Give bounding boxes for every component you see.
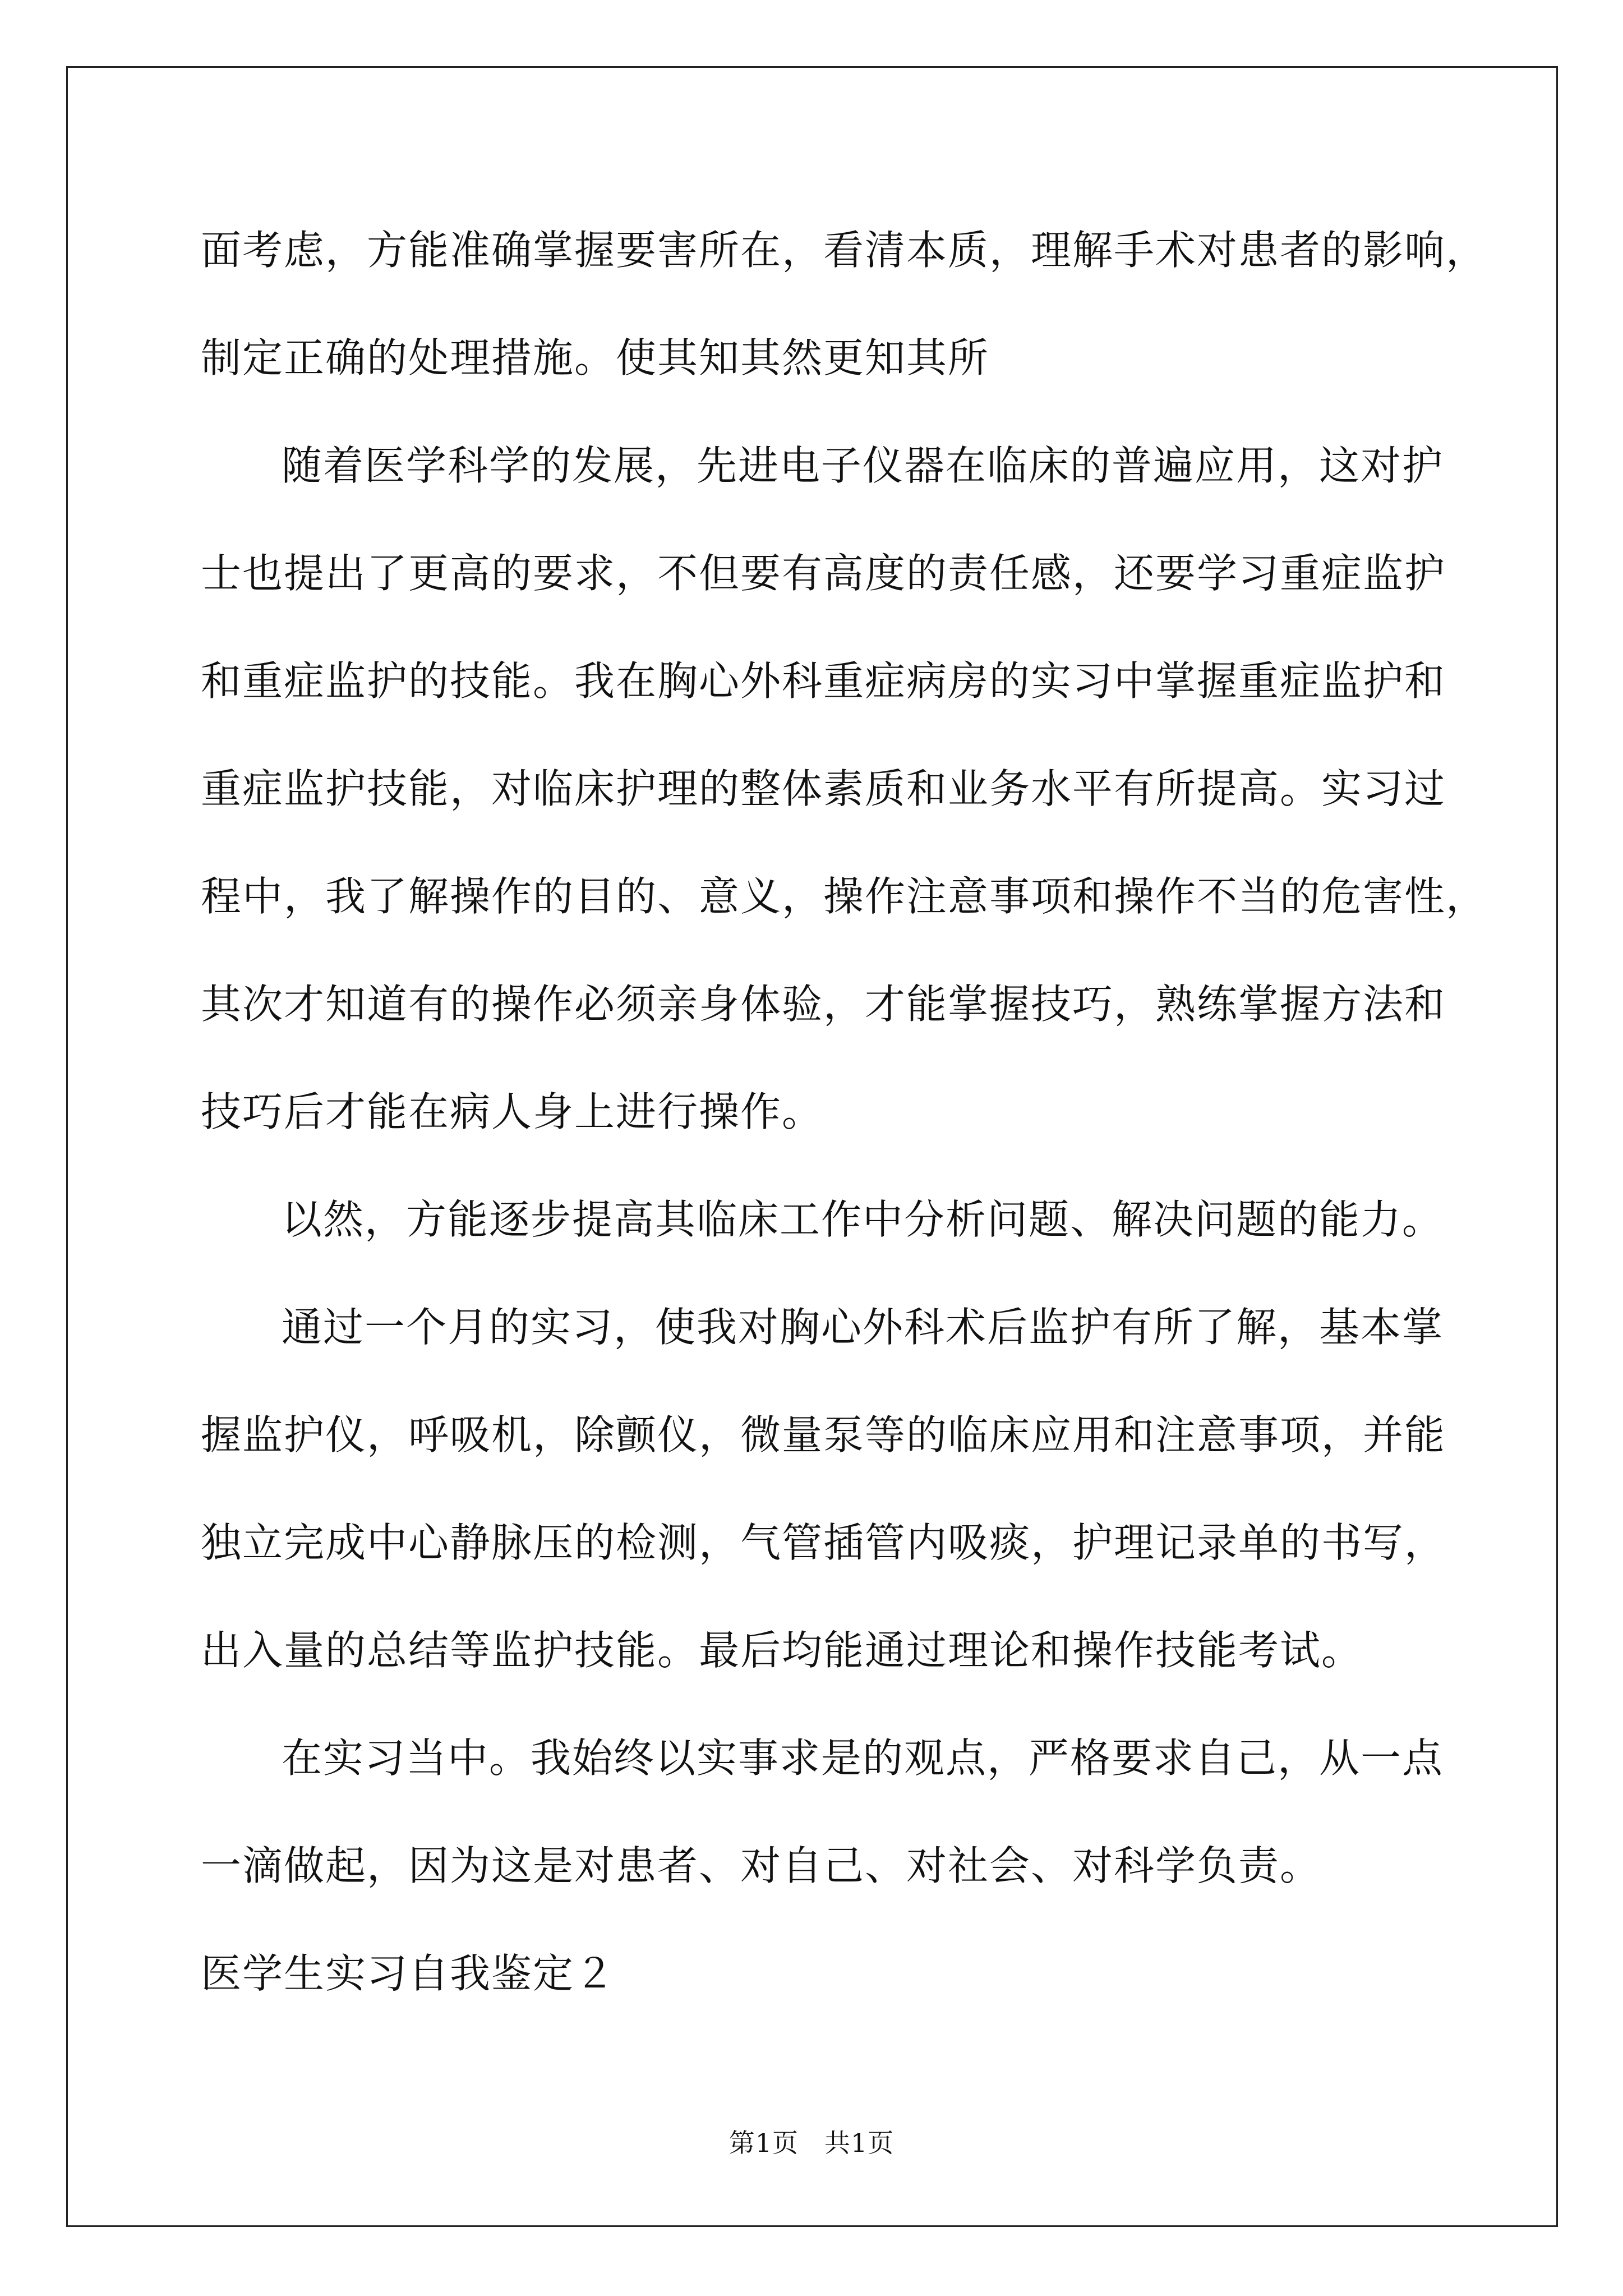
paragraph-start-line: 在实习当中。我始终以实事求是的观点，严格要求自己，从一点 (282, 1734, 1444, 1782)
text-line: 独立完成中心静脉压的检测，气管插管内吸痰，护理记录单的书写， (201, 1519, 1446, 1566)
paragraph-start-line: 通过一个月的实习，使我对胸心外科术后监护有所了解，基本掌 (282, 1304, 1444, 1351)
text-line: 制定正确的处理措施。使其知其然更知其所 (201, 334, 990, 381)
section-heading: 医学生实习自我鉴定２ (201, 1950, 616, 1997)
text-line: 一滴做起，因为这是对患者、对自己、对社会、对科学负责。 (201, 1842, 1322, 1889)
text-line: 出入量的总结等监护技能。最后均能通过理论和操作技能考试。 (201, 1627, 1363, 1674)
text-line: 士也提出了更高的要求，不但要有高度的责任感，还要学习重症监护 (201, 550, 1446, 597)
paragraph-start-line: 随着医学科学的发展，先进电子仪器在临床的普遍应用，这对护 (282, 442, 1444, 489)
text-line: 其次才知道有的操作必须亲身体验，才能掌握技巧，熟练掌握方法和 (201, 981, 1446, 1028)
document-body (201, 196, 1488, 2027)
text-line: 技巧后才能在病人身上进行操作。 (201, 1088, 824, 1135)
paragraph-start-line: 以然，方能逐步提高其临床工作中分析问题、解决问题的能力。 (282, 1196, 1444, 1243)
page-number: 第1页 (728, 2128, 799, 2158)
text-line: 握监护仪，呼吸机，除颤仪，微量泵等的临床应用和注意事项，并能 (201, 1411, 1446, 1458)
page-footer (0, 2126, 1623, 2160)
page-total: 共1页 (824, 2128, 895, 2158)
text-line: 面考虑，方能准确掌握要害所在，看清本质，理解手术对患者的影响， (201, 227, 1488, 274)
text-line: 重症监护技能，对临床护理的整体素质和业务水平有所提高。实习过 (201, 765, 1446, 812)
text-line: 程中，我了解操作的目的、意义，操作注意事项和操作不当的危害性， (201, 873, 1488, 920)
text-line: 和重症监护的技能。我在胸心外科重症病房的实习中掌握重症监护和 (201, 657, 1446, 705)
